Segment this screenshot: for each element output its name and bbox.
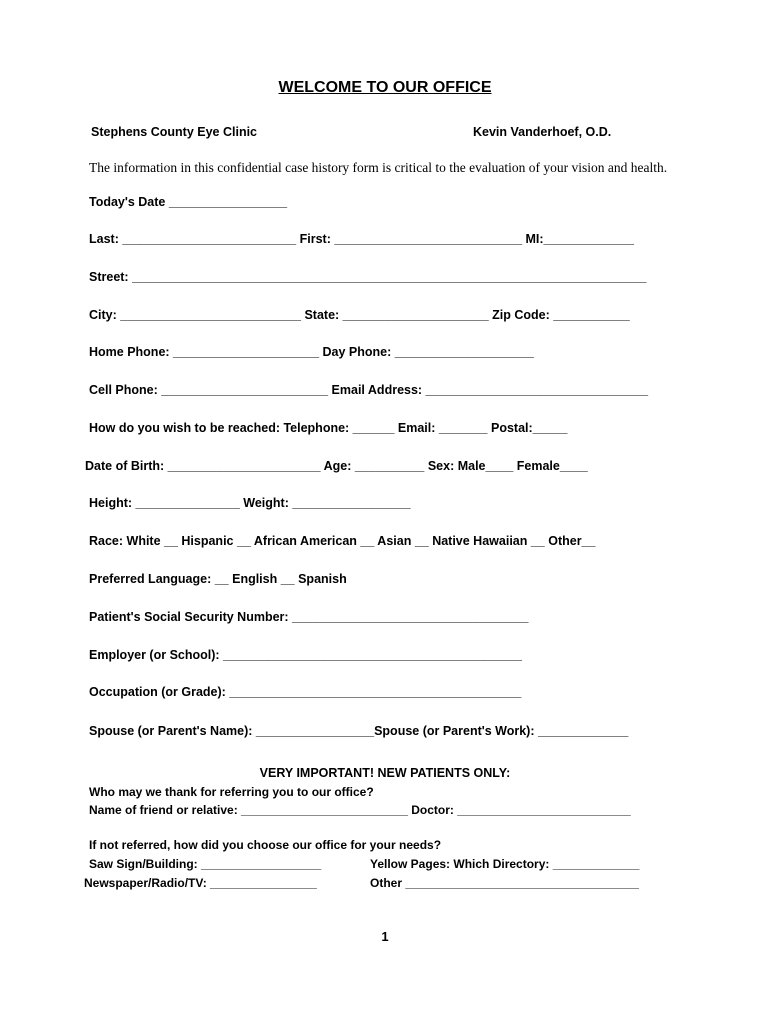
ssn-field[interactable]: Patient's Social Security Number: __________________________________ — [89, 610, 529, 624]
cell-email-fields[interactable]: Cell Phone: ________________________ Email Address: ________________________________ — [89, 383, 649, 397]
page-title: WELCOME TO OUR OFFICE — [278, 79, 492, 96]
occupation-field[interactable]: Occupation (or Grade): __________________________________________ — [89, 685, 522, 699]
not-referred-question: If not referred, how did you choose our office for your needs? — [89, 838, 442, 852]
phone-fields[interactable]: Home Phone: _____________________ Day Phone: ____________________ — [89, 345, 534, 359]
name-fields[interactable]: Last: _________________________ First: ___________________________ MI:_____________ — [89, 232, 634, 246]
clinic-name: Stephens County Eye Clinic — [91, 125, 258, 139]
spouse-fields[interactable]: Spouse (or Parent's Name): _________________Spouse (or Parent's Work): _____________ — [89, 724, 629, 738]
height-weight-fields[interactable]: Height: _______________ Weight: _________________ — [89, 496, 411, 510]
language-field[interactable]: Preferred Language: __ English __ Spanish — [89, 572, 347, 586]
todays-date-field[interactable]: Today's Date _________________ — [89, 195, 288, 209]
newspaper-field[interactable]: Newspaper/Radio/TV: ________________ — [84, 876, 317, 890]
referral-question: Who may we thank for referring you to our office? — [89, 785, 374, 799]
employer-field[interactable]: Employer (or School): ___________________________________________ — [89, 648, 522, 662]
referral-name-doctor-fields[interactable]: Name of friend or relative: _________________________ Doctor: __________________________ — [89, 803, 631, 817]
new-patients-heading: VERY IMPORTANT! NEW PATIENTS ONLY: — [259, 766, 511, 780]
other-field[interactable]: Other ___________________________________ — [370, 876, 639, 890]
street-field[interactable]: Street: __________________________________________________________________________ — [89, 270, 647, 284]
contact-preference-field[interactable]: How do you wish to be reached: Telephone: ______ Email: _______ Postal:_____ — [89, 421, 568, 435]
doctor-name: Kevin Vanderhoef, O.D. — [473, 125, 612, 139]
city-state-zip-fields[interactable]: City: __________________________ State: _____________________ Zip Code: ___________ — [89, 308, 630, 322]
saw-sign-field[interactable]: Saw Sign/Building: __________________ — [89, 857, 322, 871]
yellow-pages-field[interactable]: Yellow Pages: Which Directory: _____________ — [370, 857, 640, 871]
page-number: 1 — [381, 929, 389, 944]
race-field[interactable]: Race: White __ Hispanic __ African American __ Asian __ Native Hawaiian __ Other__ — [89, 534, 596, 548]
dob-age-sex-fields[interactable]: Date of Birth: ______________________ Age: __________ Sex: Male____ Female____ — [85, 459, 588, 473]
intro-text: The information in this confidential case history form is critical to the evaluation of your vision and health. — [89, 160, 668, 175]
